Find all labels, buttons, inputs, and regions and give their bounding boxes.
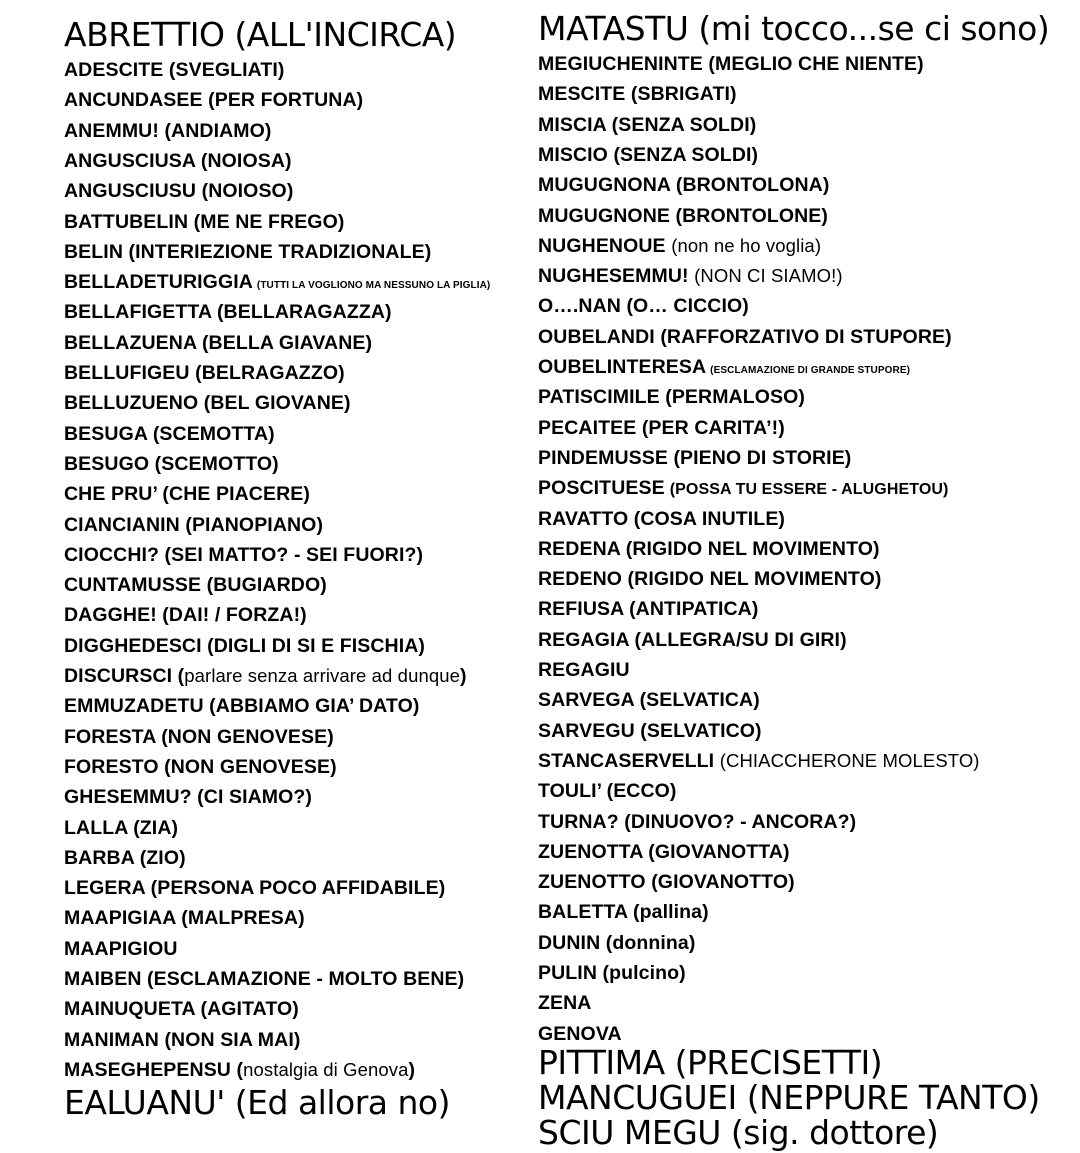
- glossary-entry: [64, 697, 419, 717]
- glossary-entry: [64, 485, 310, 505]
- glossary-entry: [538, 143, 759, 166]
- glossary-entry: [64, 331, 373, 354]
- glossary-entry: [538, 388, 805, 408]
- entry-term: OUBELANDI (RAFFORZATIVO DI STUPORE): [538, 325, 952, 348]
- entry-term: POSCITUESE: [538, 477, 665, 500]
- entry-term: OUBELINTERESA: [538, 356, 707, 378]
- glossary-entry: [538, 234, 822, 257]
- glossary-entry: [64, 667, 467, 687]
- entry-term: PINDEMUSSE (PIENO DI STORIE): [538, 446, 852, 469]
- entry-term: NUGHESEMMU!: [538, 265, 695, 288]
- glossary-entry: [64, 119, 272, 142]
- entry-closing: ): [460, 665, 467, 687]
- entry-term: CUNTAMUSSE (BUGIARDO): [64, 574, 327, 597]
- glossary-entry: [64, 816, 179, 839]
- glossary-entry: [64, 303, 392, 323]
- entry-term: BESUGO (SCEMOTTO): [64, 452, 279, 475]
- footer-entry: MANCUGUEI (NEPPURE TANTO): [538, 1078, 1040, 1117]
- entry-term: REDENO (RIGIDO NEL MOVIMENTO): [538, 568, 882, 591]
- glossary-entry: [538, 903, 709, 923]
- glossary-entry: [538, 600, 758, 620]
- entry-term: SARVEGA (SELVATICA): [538, 689, 760, 712]
- entry-term: DAGGHE! (DAI! / FORZA!): [64, 604, 307, 627]
- glossary-entry: [538, 570, 881, 590]
- column-header: ABRETTIO (ALL'INCIRCA): [64, 15, 457, 54]
- glossary-entry: [64, 937, 178, 960]
- glossary-entry: [64, 91, 363, 111]
- glossary-entry: [64, 182, 293, 202]
- glossary-entry: [64, 61, 284, 81]
- entry-term: MISCIO (SENZA SOLDI): [538, 143, 759, 166]
- entry-term: MASEGHEPENSU (: [64, 1058, 244, 1081]
- entry-term: MUGUGNONA (BRONTOLONA): [538, 174, 830, 197]
- glossary-entry: [538, 325, 952, 348]
- entry-term: BELLADETURIGGIA: [64, 271, 253, 294]
- glossary-entry: [64, 210, 345, 233]
- glossary-entry: [538, 628, 847, 651]
- glossary-entry: [538, 358, 910, 378]
- entry-note: parlare senza arrivare ad dunque: [184, 665, 461, 686]
- glossary-entry: [538, 691, 760, 711]
- column-header: MATASTU (mi tocco...se ci sono): [538, 9, 1050, 48]
- entry-term: RAVATTO (COSA INUTILE): [538, 507, 786, 530]
- entry-term: REFIUSA (ANTIPATICA): [538, 598, 759, 621]
- glossary-entry: [538, 479, 948, 499]
- glossary-entry: [538, 55, 924, 75]
- entry-term: FORESTA (NON GENOVESE): [64, 725, 334, 748]
- entry-term: BELLAFIGETTA (BELLARAGAZZA): [64, 301, 392, 324]
- entry-term: GENOVA: [538, 1022, 622, 1045]
- entry-term: PULIN (pulcino): [538, 962, 686, 984]
- entry-term: ZUENOTTO (GIOVANOTTO): [538, 871, 795, 894]
- entry-term: MESCITE (SBRIGATI): [538, 83, 737, 106]
- entry-note: nostalgia di Genova: [243, 1058, 409, 1080]
- glossary-entry: [64, 394, 351, 414]
- entry-term: O….NAN (O… CICCIO): [538, 295, 749, 318]
- entry-term: TURNA? (DINUOVO? - ANCORA?): [538, 810, 857, 833]
- glossary-entry: [538, 1022, 622, 1045]
- entry-term: REGAGIU: [538, 659, 630, 681]
- glossary-entry: [538, 204, 828, 227]
- entry-term: BELLUZUENO (BEL GIOVANE): [64, 392, 351, 415]
- entry-term: DIGGHEDESCI (DIGLI DI SI E FISCHIA): [64, 634, 426, 657]
- glossary-entry: [538, 994, 591, 1014]
- glossary-entry: [538, 176, 829, 196]
- glossary-entry: [64, 1000, 299, 1020]
- entry-note: (CHIACCHERONE MOLESTO): [719, 749, 980, 771]
- entry-term: ZUENOTTA (GIOVANOTTA): [538, 840, 790, 863]
- entry-term: CIANCIANIN (PIANOPIANO): [64, 513, 324, 536]
- entry-term: MAINUQUETA (AGITATO): [64, 998, 299, 1021]
- glossary-entry: [538, 661, 630, 681]
- glossary-entry: [538, 749, 980, 772]
- entry-term: REDENA (RIGIDO NEL MOVIMENTO): [538, 537, 880, 560]
- entry-term: ANCUNDASEE (PER FORTUNA): [64, 89, 364, 112]
- glossary-entry: [538, 810, 857, 833]
- glossary-entry: [64, 1028, 301, 1051]
- entry-term: DUNIN (donnina): [538, 931, 696, 954]
- footer-entry: SCIU MEGU (sig. dottore): [538, 1113, 939, 1152]
- glossary-entry: [538, 507, 786, 530]
- entry-term: MANIMAN (NON SIA MAI): [64, 1028, 301, 1051]
- entry-term: CHE PRU’ (CHE PIACERE): [64, 483, 310, 506]
- glossary-entry: [64, 725, 334, 748]
- glossary-entry: [64, 452, 279, 475]
- entry-term: MEGIUCHENINTE (MEGLIO CHE NIENTE): [538, 53, 924, 75]
- glossary-entry: [64, 788, 312, 808]
- glossary-entry: [538, 719, 762, 742]
- entry-term: DISCURSCI (: [64, 665, 185, 687]
- entry-note-small: (TUTTI LA VOGLIONO MA NESSUNO LA PIGLIA): [256, 280, 491, 292]
- entry-term: FORESTO (NON GENOVESE): [64, 755, 337, 778]
- entry-note: (NON CI SIAMO!): [694, 265, 843, 287]
- entry-term: PATISCIMILE (PERMALOSO): [538, 386, 805, 409]
- glossary-entry: [538, 446, 852, 469]
- entry-term: MUGUGNONE (BRONTOLONE): [538, 204, 828, 227]
- entry-term: ANEMMU! (ANDIAMO): [64, 119, 272, 142]
- glossary-entry: [64, 364, 345, 384]
- entry-term: BESUGA (SCEMOTTA): [64, 422, 275, 445]
- entry-term: BALETTA (pallina): [538, 901, 709, 924]
- entry-term: BELLAZUENA (BELLA GIAVANE): [64, 331, 373, 354]
- glossary-entry: [64, 970, 464, 990]
- footer-entry: EALUANU' (Ed allora no): [64, 1083, 450, 1122]
- glossary-entry: [538, 416, 785, 439]
- glossary-entry: [538, 537, 880, 560]
- entry-note: (POSSA TU ESSERE - ALUGHETOU): [669, 481, 949, 499]
- glossary-entry: [64, 543, 424, 566]
- glossary-entry: [538, 840, 790, 863]
- glossary-entry: [538, 782, 677, 802]
- entry-closing: ): [408, 1058, 416, 1081]
- entry-term: MISCIA (SENZA SOLDI): [538, 113, 757, 136]
- entry-term: LALLA (ZIA): [64, 816, 179, 839]
- entry-term: BELLUFIGEU (BELRAGAZZO): [64, 362, 345, 384]
- glossary-entry: [64, 273, 490, 293]
- entry-term: SARVEGU (SELVATICO): [538, 719, 762, 742]
- glossary-entry: [538, 113, 757, 136]
- glossary-entry: [64, 1058, 416, 1081]
- entry-term: ZENA: [538, 992, 592, 1015]
- entry-term: GHESEMMU? (CI SIAMO?): [64, 786, 313, 809]
- entry-term: LEGERA (PERSONA POCO AFFIDABILE): [64, 877, 446, 900]
- glossary-entry: [64, 149, 292, 172]
- footer-entry: PITTIMA (PRECISETTI): [538, 1043, 883, 1082]
- glossary-entry: [538, 873, 795, 893]
- glossary-entry: [64, 879, 445, 899]
- glossary-entry: [538, 85, 737, 105]
- entry-term: REGAGIA (ALLEGRA/SU DI GIRI): [538, 628, 847, 651]
- glossary-entry: [64, 422, 275, 445]
- glossary-entry: [64, 240, 432, 263]
- glossary-entry: [64, 909, 305, 929]
- glossary-entry: [64, 513, 324, 536]
- glossary-entry: [64, 576, 327, 596]
- entry-term: NUGHENOUE: [538, 234, 672, 257]
- glossary-entry: [538, 297, 749, 317]
- entry-term: MAAPIGIAA (MALPRESA): [64, 907, 305, 930]
- glossary-entry: [538, 931, 696, 954]
- glossary-entry: [64, 755, 337, 778]
- glossary-entry: [64, 634, 426, 657]
- entry-term: BELIN (INTERIEZIONE TRADIZIONALE): [64, 240, 432, 263]
- entry-term: TOULI’ (ECCO): [538, 780, 677, 803]
- entry-term: CIOCCHI? (SEI MATTO? - SEI FUORI?): [64, 543, 424, 566]
- glossary-entry: [64, 846, 186, 869]
- entry-term: ADESCITE (SVEGLIATI): [64, 59, 285, 81]
- glossary-entry: [538, 964, 686, 984]
- entry-term: STANCASERVELLI: [538, 749, 720, 772]
- entry-term: PECAITEE (PER CARITA’!): [538, 416, 785, 439]
- glossary-entry: [538, 267, 843, 287]
- entry-term: BATTUBELIN (ME NE FREGO): [64, 210, 345, 233]
- entry-note-small: (ESCLAMAZIONE DI GRANDE STUPORE): [710, 365, 911, 376]
- entry-term: ANGUSCIUSA (NOIOSA): [64, 149, 292, 172]
- entry-term: BARBA (ZIO): [64, 846, 186, 869]
- entry-term: MAAPIGIOU: [64, 937, 178, 960]
- entry-term: EMMUZADETU (ABBIAMO GIA’ DATO): [64, 695, 420, 718]
- entry-term: MAIBEN (ESCLAMAZIONE - MOLTO BENE): [64, 968, 465, 990]
- glossary-entry: [64, 606, 307, 626]
- entry-term: ANGUSCIUSU (NOIOSO): [64, 180, 294, 203]
- entry-note: (non ne ho voglia): [671, 234, 822, 256]
